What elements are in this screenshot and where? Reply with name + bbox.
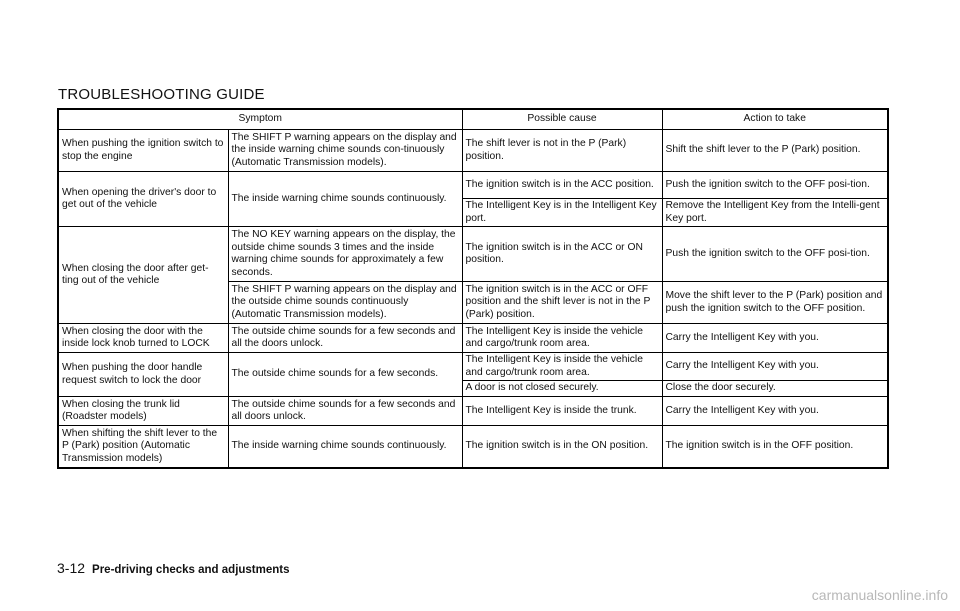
action-cell: Carry the Intelligent Key with you. — [662, 397, 888, 426]
symptom-cell: When closing the door after get-ting out of the vehicle — [58, 227, 228, 324]
symptom-detail-cell: The SHIFT P warning appears on the display and the outside chime sounds continuously (Automatic Transmission models). — [228, 282, 462, 324]
action-cell: Push the ignition switch to the OFF posi-tion. — [662, 172, 888, 199]
table-row — [58, 172, 888, 199]
symptom-detail-cell: The outside chime sounds for a few seconds and all doors unlock. — [228, 397, 462, 426]
action-cell: Carry the Intelligent Key with you. — [662, 353, 888, 381]
cause-cell: The Intelligent Key is inside the vehicle and cargo/trunk room area. — [462, 353, 662, 381]
cause-cell: The shift lever is not in the P (Park) position. — [462, 130, 662, 172]
table-row — [58, 353, 888, 381]
troubleshooting-table — [57, 108, 889, 469]
symptom-cell: When closing the door with the inside lock knob turned to LOCK — [58, 324, 228, 353]
cause-cell: The ignition switch is in the ACC or OFF position and the shift lever is not in the P (Park) position. — [462, 282, 662, 324]
symptom-cell: When pushing the door handle request switch to lock the door — [58, 353, 228, 397]
cause-cell: The ignition switch is in the ACC position. — [462, 172, 662, 199]
table-row — [58, 227, 888, 282]
symptom-detail-cell: The inside warning chime sounds continuously. — [228, 426, 462, 468]
symptom-cell: When shifting the shift lever to the P (Park) position (Automatic Transmission models) — [58, 426, 228, 468]
action-cell: Shift the shift lever to the P (Park) position. — [662, 130, 888, 172]
table-row — [58, 324, 888, 353]
symptom-detail-cell: The outside chime sounds for a few seconds and all the doors unlock. — [228, 324, 462, 353]
symptom-detail-cell: The SHIFT P warning appears on the display and the inside warning chime sounds con-tinuously (Automatic Transmission models). — [228, 130, 462, 172]
action-cell: Carry the Intelligent Key with you. — [662, 324, 888, 353]
symptom-cell: When closing the trunk lid (Roadster models) — [58, 397, 228, 426]
symptom-detail-cell: The outside chime sounds for a few seconds. — [228, 353, 462, 397]
header-symptom: Symptom — [58, 109, 462, 130]
header-possible-cause: Possible cause — [462, 109, 662, 130]
cause-cell: The Intelligent Key is inside the trunk. — [462, 397, 662, 426]
page-number: 3-12 — [57, 560, 86, 576]
symptom-detail-cell: The inside warning chime sounds continuously. — [228, 172, 462, 227]
action-cell: Remove the Intelligent Key from the Intelli-gent Key port. — [662, 199, 888, 227]
action-cell: The ignition switch is in the OFF position. — [662, 426, 888, 468]
action-cell: Push the ignition switch to the OFF posi-tion. — [662, 227, 888, 282]
symptom-cell: When opening the driver's door to get out of the vehicle — [58, 172, 228, 227]
action-cell: Move the shift lever to the P (Park) position and push the ignition switch to the OFF position. — [662, 282, 888, 324]
symptom-cell: When pushing the ignition switch to stop the engine — [58, 130, 228, 172]
cause-cell: The ignition switch is in the ACC or ON position. — [462, 227, 662, 282]
cause-cell: The ignition switch is in the ON position. — [462, 426, 662, 468]
page-footer — [57, 560, 290, 576]
header-action-to-take: Action to take — [662, 109, 888, 130]
cause-cell: The Intelligent Key is inside the vehicle and cargo/trunk room area. — [462, 324, 662, 353]
watermark-text: carmanualsonline.info — [811, 587, 948, 603]
table-row — [58, 397, 888, 426]
cause-cell: The Intelligent Key is in the Intelligent Key port. — [462, 199, 662, 227]
table-row — [58, 130, 888, 172]
table-row — [58, 426, 888, 468]
chapter-title: Pre-driving checks and adjustments — [92, 564, 290, 576]
symptom-detail-cell: The NO KEY warning appears on the display, the outside chime sounds 3 times and the inside warning chime sounds for approximately a few seconds. — [228, 227, 462, 282]
page-title: TROUBLESHOOTING GUIDE — [58, 86, 265, 103]
cause-cell: A door is not closed securely. — [462, 381, 662, 397]
table-header-row — [58, 109, 888, 130]
action-cell: Close the door securely. — [662, 381, 888, 397]
